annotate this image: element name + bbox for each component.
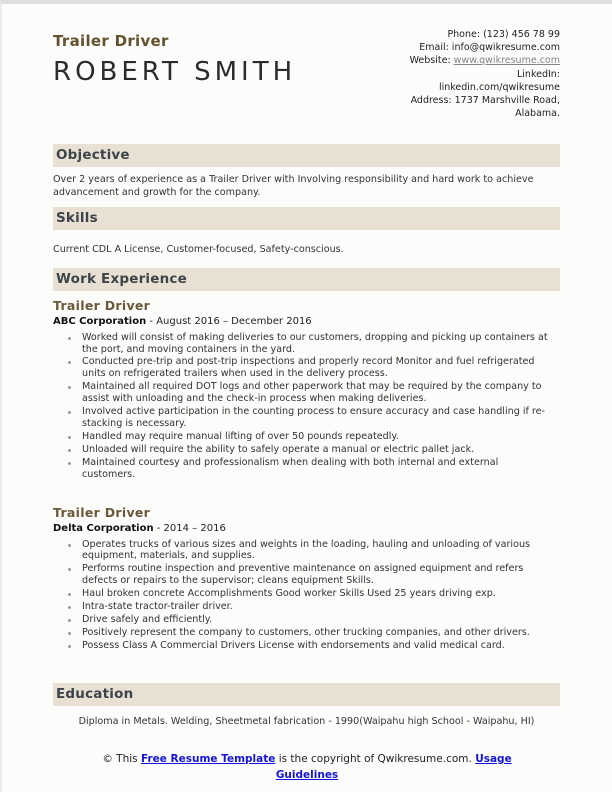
contact-website	[330, 54, 560, 67]
contact-linkedin-value: linkedin.com/qwikresume	[438, 81, 560, 93]
section-heading-objective: Objective	[53, 144, 560, 167]
website-link[interactable]: www.qwikresume.com	[453, 55, 560, 67]
section-heading-skills: Skills	[53, 207, 560, 230]
free-resume-template-link[interactable]: Free Resume Template	[140, 753, 276, 765]
section-heading-education: Education	[53, 683, 560, 706]
section-heading-work-experience: Work Experience	[53, 268, 560, 291]
bullet-item: Operates trucks of various sizes and weights in the loading, hauling and unloading of various equipment, materials, and supplies.	[53, 539, 560, 563]
bullet-item: Maintained courtesy and professionalism when dealing with both internal and external customers.	[53, 457, 560, 481]
job-dates: - August 2016 – December 2016	[146, 315, 312, 327]
job-entry-abc-corporation	[53, 298, 560, 481]
resume-job-title: Trailer Driver	[53, 32, 169, 50]
company-line	[53, 316, 560, 327]
job-bullets	[53, 332, 560, 481]
objective-text: Over 2 years of experience as a Trailer Driver with Involving responsibility and hard work to achieve advancement and growth for the company.	[53, 174, 534, 198]
bullet-item: Intra-state tractor-trailer driver.	[53, 601, 560, 613]
resume-document	[2, 4, 612, 728]
website-label: Website:	[409, 55, 454, 67]
bullet-item: Maintained all required DOT logs and other paperwork that may be required by the company to assist with unloading and the check-in process when making deliveries.	[53, 381, 560, 405]
job-entry-delta-corporation	[53, 505, 560, 652]
contact-phone: Phone: (123) 456 78 99	[447, 29, 560, 40]
company-line	[53, 523, 560, 534]
job-title: Trailer Driver	[53, 504, 151, 520]
footer-prefix: © This	[102, 753, 141, 765]
footer-copyright	[2, 751, 612, 783]
candidate-name: ROBERT SMITH	[53, 57, 297, 87]
bullet-item: Involved active participation in the counting process to ensure accuracy and case handling if re-stacking is necessary.	[53, 406, 560, 430]
usage-guidelines-link[interactable]: Usage Guidelines	[275, 753, 512, 781]
contact-address-line1: Address: 1737 Marshville Road,	[410, 95, 560, 107]
bullet-item: Haul broken concrete Accomplishments Good worker Skills Used 25 years driving exp.	[53, 588, 560, 600]
bullet-item: Unloaded will require the ability to safely operate a manual or electric pallet jack.	[53, 444, 560, 456]
job-bullets	[53, 539, 560, 652]
bullet-item: Drive safely and efficiently.	[53, 614, 560, 626]
bullet-item: Possess Class A Commercial Drivers License with endorsements and valid medical card.	[53, 640, 560, 652]
header-title-block	[53, 28, 296, 120]
job-dates: - 2014 – 2016	[153, 522, 226, 534]
bullet-item: Worked will consist of making deliveries to our customers, dropping and picking up containers at the port, and moving containers in the yard.	[53, 332, 560, 356]
contact-address-line2: Alabama.	[515, 108, 560, 120]
job-title: Trailer Driver	[53, 297, 151, 313]
bullet-item: Positively represent the company to customers, other trucking companies, and other drivers.	[53, 627, 560, 639]
skills-text: Current CDL A License, Customer-focused, Safety-conscious.	[53, 244, 344, 256]
footer-middle: is the copyright of Qwikresume.com.	[275, 753, 476, 765]
contact-email: Email: info@qwikresume.com	[419, 42, 560, 54]
contact-block	[330, 28, 560, 120]
contact-linkedin-label: LinkedIn:	[516, 68, 560, 80]
bullet-item: Conducted pre-trip and post-trip inspections and properly record Monitor and fuel refrigerated units on refrigerated trailers when used in the delivery process.	[53, 356, 560, 380]
education-text: Diploma in Metals. Welding, Sheetmetal fabrication - 1990(Waipahu high School - Waipahu, HI)	[78, 715, 535, 727]
header	[53, 4, 560, 120]
bullet-item: Handled may require manual lifting of over 50 pounds repeatedly.	[53, 431, 560, 443]
company-name: Delta Corporation	[53, 522, 154, 534]
company-name: ABC Corporation	[53, 315, 147, 327]
bullet-item: Performs routine inspection and preventive maintenance on assigned equipment and refers defects or repairs to the supervisor; cleans equipment Skills.	[53, 563, 560, 587]
